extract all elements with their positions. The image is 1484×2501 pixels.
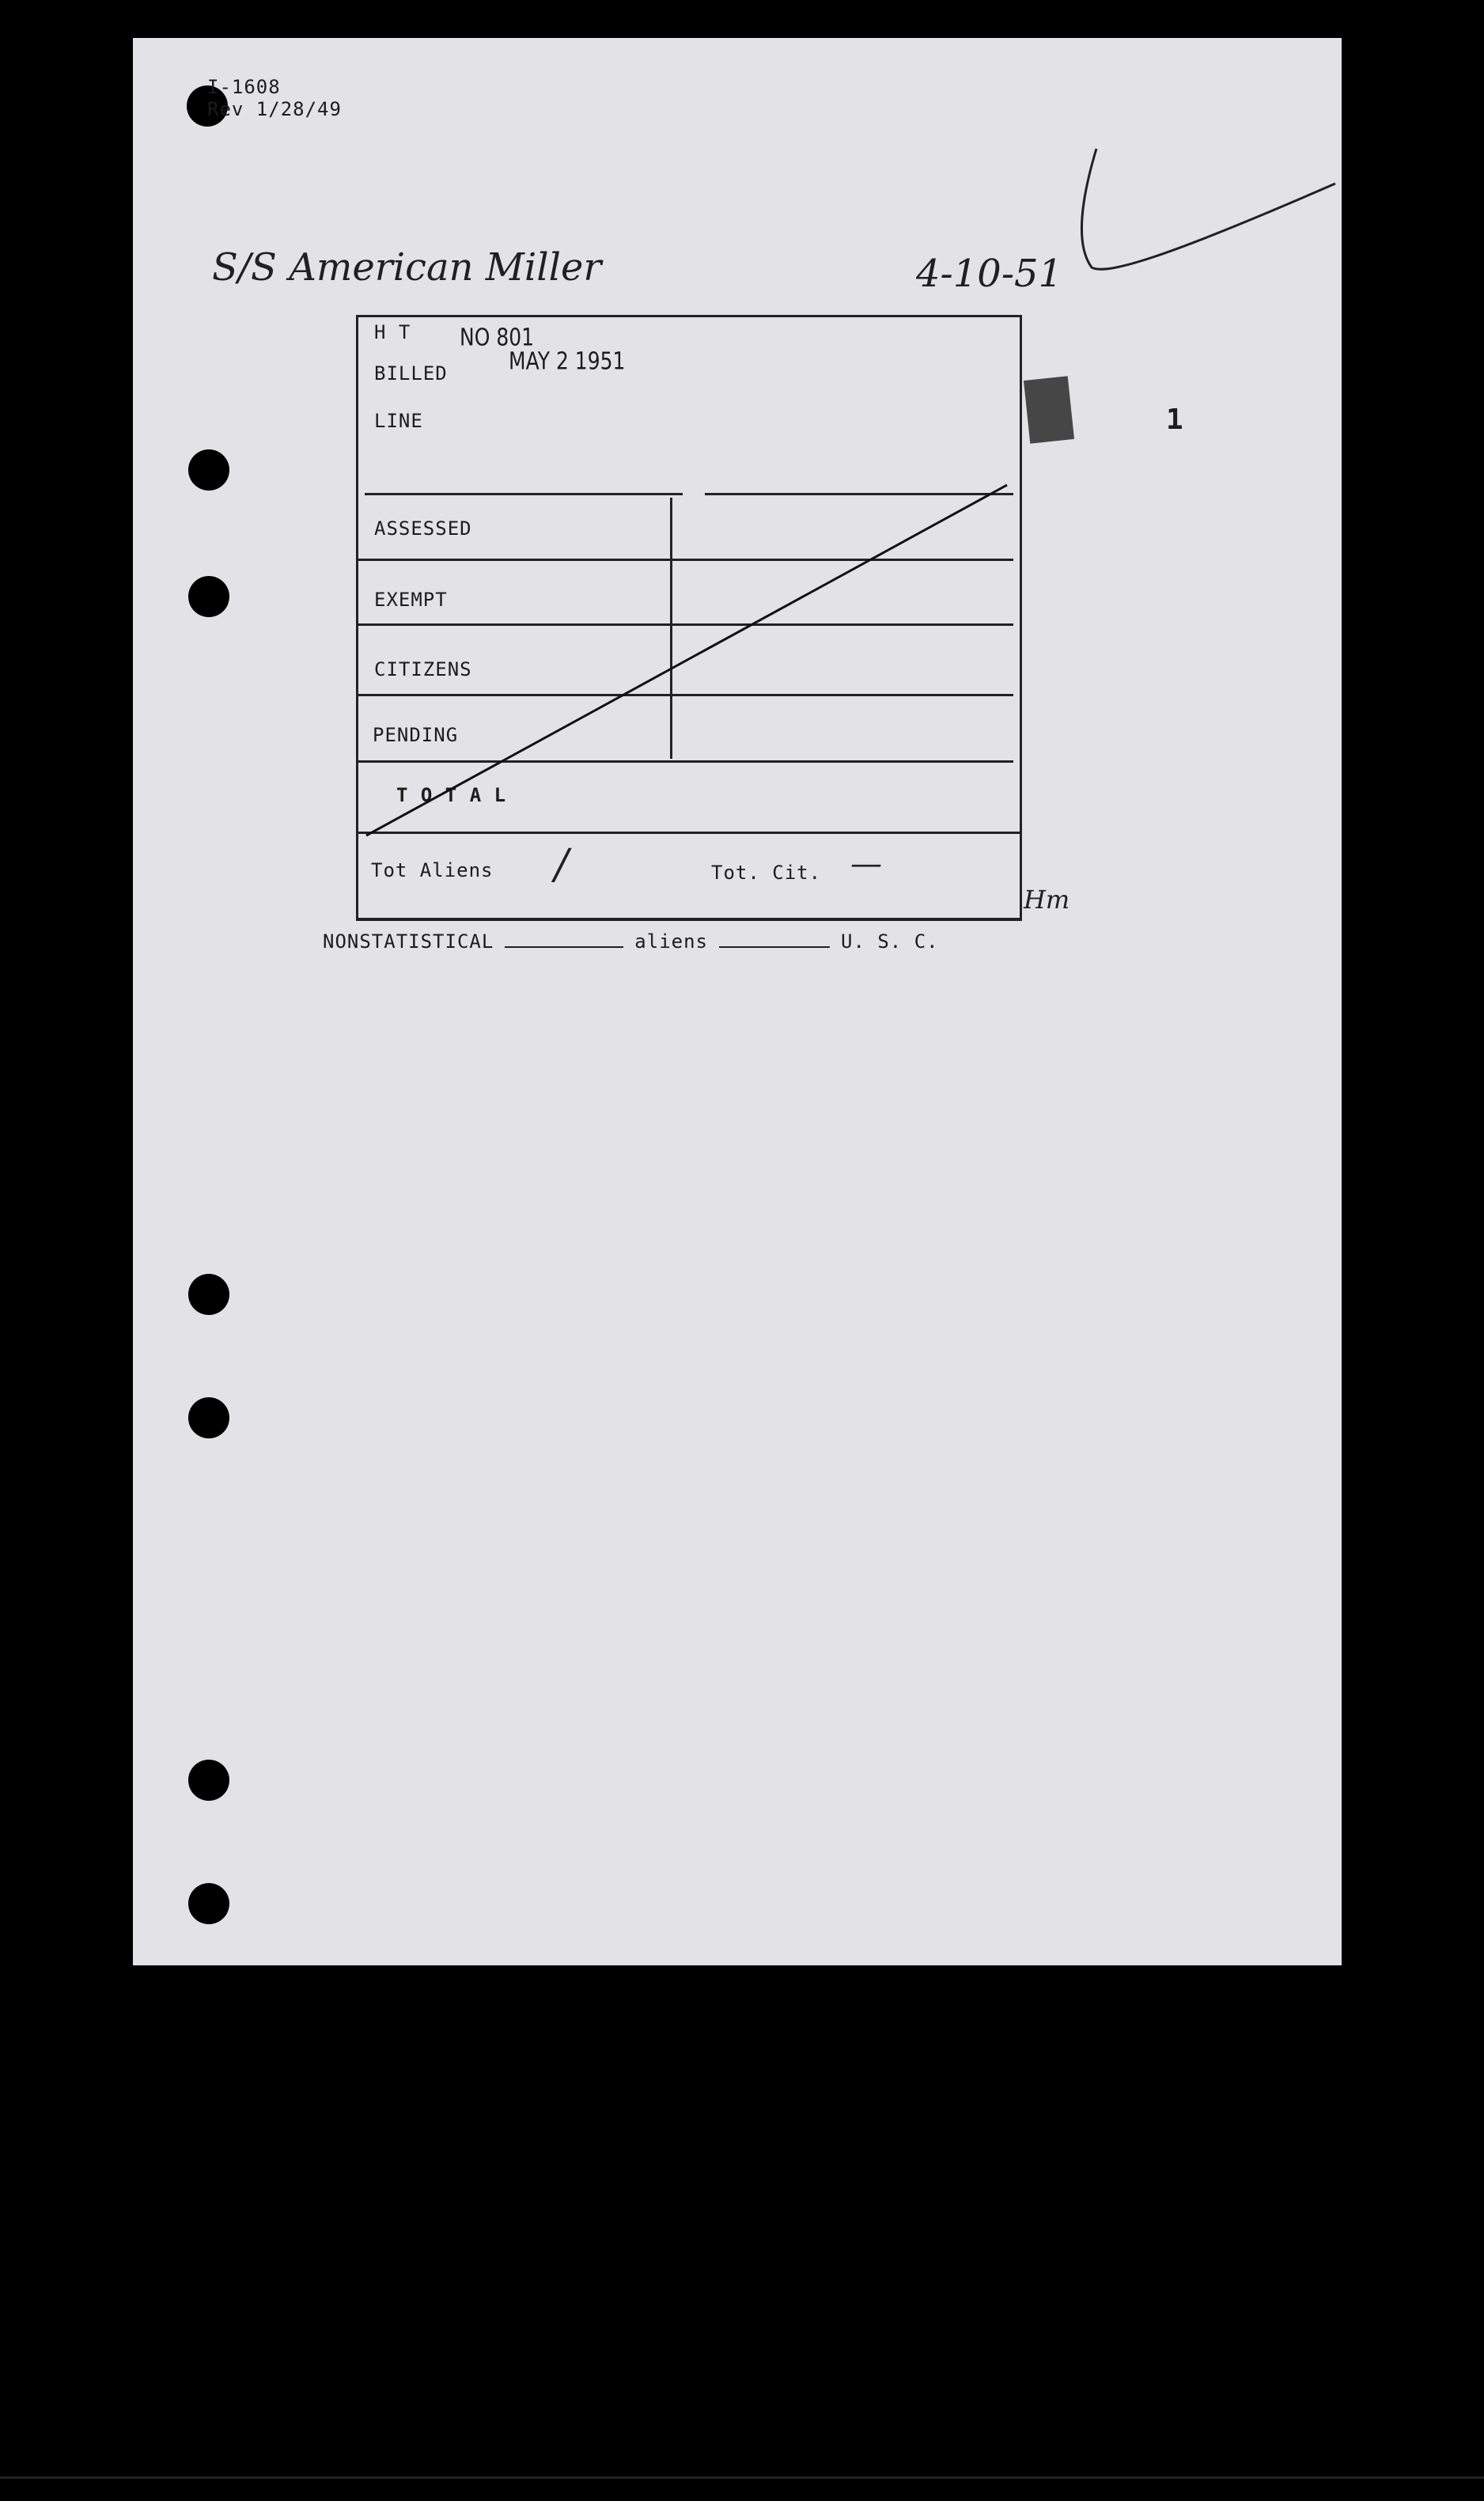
diagonal-cancel-line xyxy=(358,317,1020,918)
scan-edge-artifact xyxy=(0,2476,1484,2479)
label-assessed: ASSESSED xyxy=(374,517,472,540)
vessel-name: S/S American Miller xyxy=(212,245,602,290)
label-total: T O T A L xyxy=(396,784,507,806)
handwritten-date: 4-10-51 xyxy=(916,252,1063,296)
form-number: I-1608 Rev 1/28/49 xyxy=(207,76,342,120)
nonstatistical-blank xyxy=(505,946,623,948)
manifest-box xyxy=(356,315,1022,921)
label-billed: BILLED xyxy=(374,362,448,385)
initials: Hm xyxy=(1024,885,1070,915)
label-citizens: CITIZENS xyxy=(374,658,472,680)
label-line: LINE xyxy=(374,410,423,432)
label-exempt: EXEMPT xyxy=(374,589,448,611)
label-ht: H T xyxy=(374,321,411,343)
stamp-date: MAY 2 1951 xyxy=(509,347,626,375)
aliens-label: aliens xyxy=(634,930,708,953)
nonstatistical-line xyxy=(323,930,939,953)
stamp-number: NO 801 xyxy=(460,324,535,351)
label-tot-cit: Tot. Cit. xyxy=(711,862,822,884)
usc-blank xyxy=(719,946,830,948)
document-page xyxy=(133,38,1342,1965)
tot-aliens-value: / xyxy=(555,841,569,889)
usc-label: U. S. C. xyxy=(841,930,939,953)
ink-smudge xyxy=(1024,376,1074,443)
label-pending: PENDING xyxy=(373,724,459,746)
label-tot-aliens: Tot Aliens xyxy=(371,859,494,881)
count-number: 1 xyxy=(1166,404,1184,436)
tot-cit-value: — xyxy=(850,846,882,882)
nonstatistical-label: NONSTATISTICAL xyxy=(323,930,494,953)
